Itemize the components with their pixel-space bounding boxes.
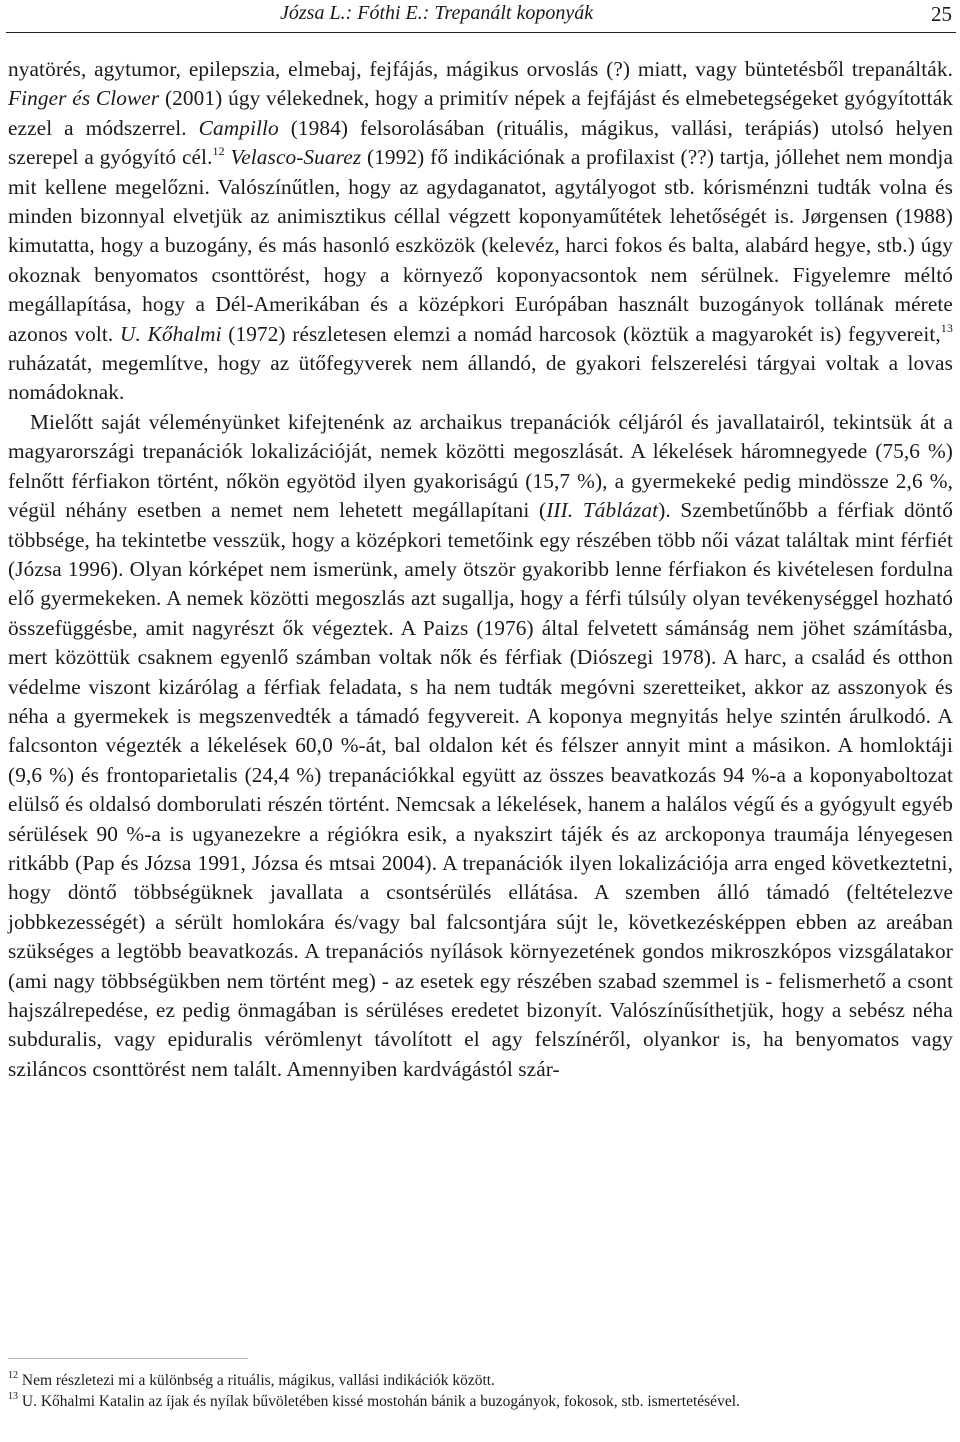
author-citation: Finger és Clower (8, 86, 160, 111)
footnotes (8, 1370, 953, 1412)
footnote-text: Nem részletezi mi a különbség a rituális, mágikus, vallási indikációk között. (21, 1372, 495, 1389)
running-title: Józsa L.: Fóthi E.: Trepanált koponyák (280, 2, 594, 24)
footnote-text: U. Kőhalmi Katalin az íjak és nyílak bűvöletében kissé mostohán bánik a buzogányok, fokosok, stb. ismertetésével. (21, 1393, 740, 1410)
table-reference: III. Táblázat (546, 498, 659, 523)
footnote-ref-13: 13 (940, 320, 953, 335)
paragraph-2 (8, 408, 953, 1084)
running-header (0, 0, 960, 34)
author-citation: Velasco-Suarez (230, 145, 362, 170)
footnote-number: 13 (8, 1391, 18, 1402)
text-run: Mielőtt saját véleményünket kifejtenénk az archaikus trepanációk céljáról és javallatairól, tekintsük át a magyarországi trepanációk lokalizációját, nemek közötti megoszlását. A lékelések háromnegyede (75,6 %) felnőtt férfiakon történt, nőkön egyötöd ilyen gyakoriságú (15,7 %), a gyermekeké pedig mindössze 2,6 %, végül néhány esetben a nemet nem lehetett megállapítani ( (8, 409, 953, 523)
text-run: (1972) részletesen elemzi a nomád harcosok (köztük a magyarokét is) fegyvereit, (221, 321, 941, 346)
text-run: (1992) fő indikációnak a profilaxist (??) tartja, jóllehet nem mondja mit kellene megelőzni. Valószínűtlen, hogy az agydaganatot, agytályogot stb. kórisménzni tudták volna és minden bizonnyal elvetjük az animisztikus céllal végzett koponyaműtétek lehetőségét is. Jørgensen (1988) kimutatta, hogy a buzogány, és más hasonló eszközök (kelevéz, harci fokos és balta, alabárd hegye, stb.) úgy okoznak benyomatos csonttörést, hogy a környező koponyacsontok nem sérülnek. Figyelemre méltó megállapítása, hogy a Dél-Amerikában és a középkori Európában használt buzogányok tollának mérete azonos volt. (8, 145, 954, 346)
footnote-ref-12: 12 (212, 144, 225, 159)
header-rule (6, 32, 956, 33)
body-text (8, 55, 953, 1084)
footnote-rule (8, 1358, 248, 1359)
footnote-number: 12 (8, 1370, 18, 1381)
text-run: nyatörés, agytumor, epilepszia, elmebaj, fejfájás, mágikus orvoslás (?) miatt, vagy büntetésből trepanálták. (8, 57, 953, 81)
text-run: ruházatát, megemlítve, hogy az ütőfegyverek nem állandó, de gyakori felszerelési tárgyai voltak a lovas nomádoknak. (8, 351, 953, 405)
author-citation: Campillo (198, 115, 279, 140)
paragraph-1 (8, 55, 953, 408)
text-run: (2001) úgy vélekednek, hogy a primitív népek a fejfájást és elmebetegségeket gyógyították ezzel a módszerrel. (8, 86, 953, 140)
page-number: 25 (931, 2, 952, 26)
author-citation: U. Kőhalmi (119, 321, 222, 346)
text-run: ). Szembetűnőbb a férfiak döntő többsége, ha tekintetbe vesszük, hogy a középkori temetőink egy részében több női vázat találtak mint férfiét (Józsa 1996). Olyan kórképet nem ismerünk, amely ötször gyakoribb lenne férfiakon és kivételesen fordulna elő gyermekeken. A nemek közötti megoszlás azt sugallja, hogy a férfi túlsúly olyan tevékenységgel hozható összefüggésbe, amit nagyrészt ők végeztek. A Paizs (1976) által felvetett sámánság nem jöhet számításba, mert közöttük csaknem egyenlő számban voltak nők és férfiak (Diószegi 1978). A harc, a család és otthon védelme viszont kizárólag a férfiak feladata, s ha nem tudták megóvni szeretteiket, akkor az asszonyok és néha a gyermekek is megszenvedték a támadó fegyvereit. A koponya megnyitás helye szintén árulkodó. A falcsonton végezték a lékelések 60,0 %-át, bal oldalon két és félszer annyit mint a másikon. A homloktáji (9,6 %) és frontoparietalis (24,4 %) trepanációkkal együtt az összes beavatkozás 94 %-a a koponyaboltozat elülső és oldalsó domborulati részén történt. Nemcsak a lékelések, hanem a halálos végű és a gyógyult egyéb sérülések 90 %-a is ugyanezekre a régiókra esik, a nyakszirt tájék és az arckoponya traumája lényegesen ritkább (Pap és Józsa 1991, Józsa és mtsai 2004). A trepanációk ilyen lokalizációja arra enged következtetni, hogy döntő többségüknek javallata a csontsérülés ellátása. A szemben álló támadó (feltételezve jobbkezességét) a sérült homlokára és/vagy bal falcsontjára sújt le, következésképpen ebben az areában szükséges a legtöbb beavatkozás. A trepanációs nyílások környezetének gondos mikroszkópos vizsgálatakor (ami nagy többségükben nem történt meg) - az esetek egy részében szabad szemmel is - felismerhető a csont hajszálrepedése, ez pedig önmagában is sérüléses eredetet bizonyít. Valószínűsíthetjük, hogy a sebész néha subduralis, vagy epiduralis vérömlenyt távolított el agy felszínéről, olyankor is, ha benyomatos vagy sziláncos csonttörést nem talált. Amennyiben kardvágástól szár- (8, 498, 953, 1081)
footnote-12 (8, 1370, 953, 1391)
text-run: (1984) felsorolásában (rituális, mágikus, vallási, terápiás) utolsó helyen szerepel a gyógyító cél. (8, 115, 953, 170)
footnote-13 (8, 1391, 953, 1412)
